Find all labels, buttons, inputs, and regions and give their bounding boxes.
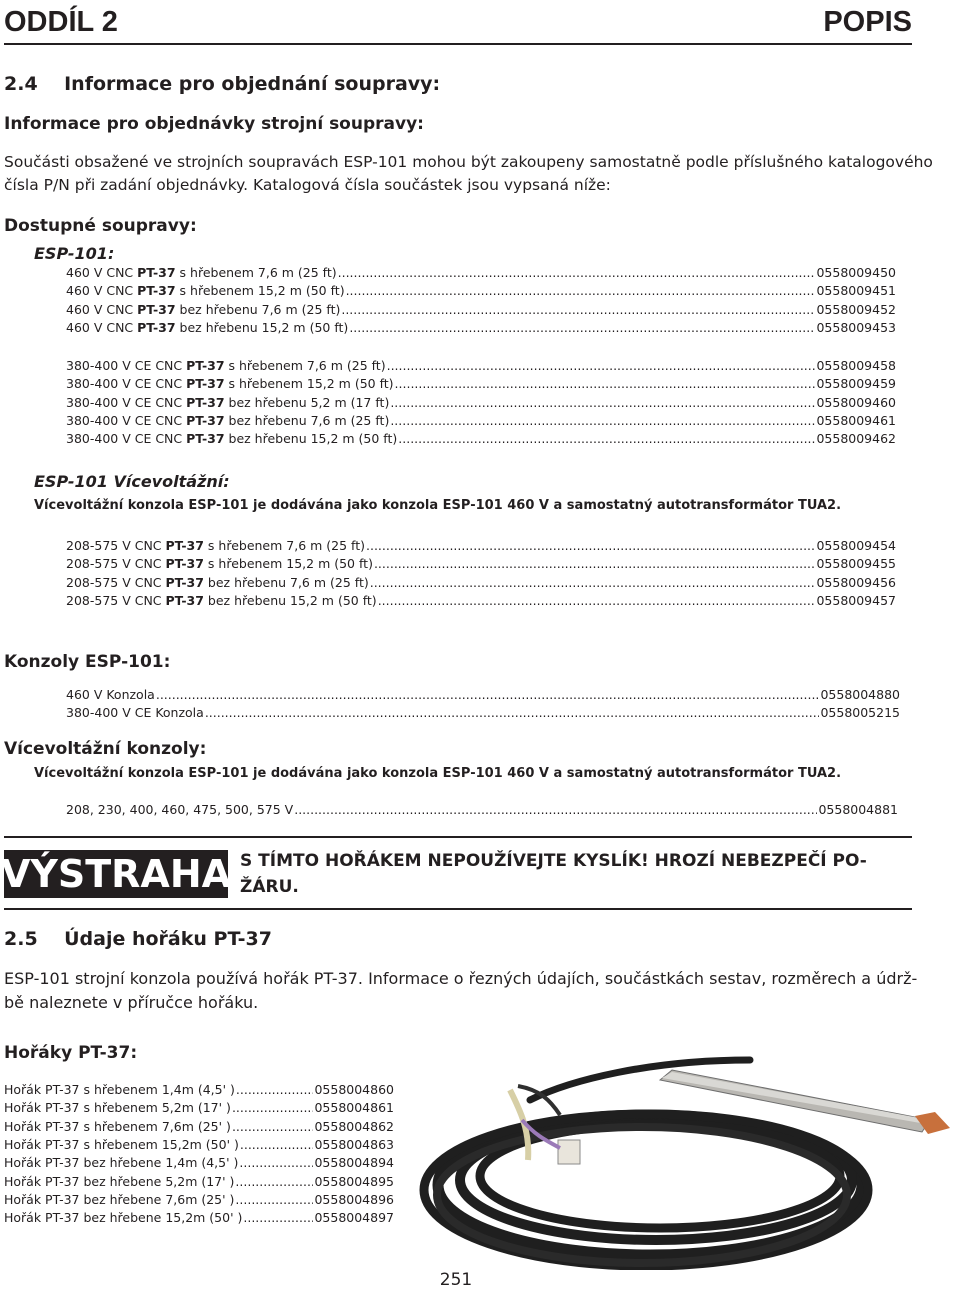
- part-row: [66, 431, 896, 449]
- part-number: 0558009455: [816, 556, 896, 572]
- section-2-5-heading: 2.5 Údaje hořáku PT-37: [4, 928, 272, 950]
- torch-model: PT-37: [137, 301, 176, 317]
- part-row: [66, 302, 896, 320]
- torch-model: PT-37: [137, 265, 176, 280]
- part-row: [4, 1100, 394, 1118]
- voltage-prefix: 208-575 V CNC: [66, 592, 166, 608]
- kit-variant: bez hřebenu 7,6 m (25 ft): [175, 301, 341, 317]
- part-row: [66, 320, 896, 338]
- part-row: [66, 538, 896, 556]
- torch-model: PT-37: [165, 556, 204, 572]
- leader-dots: [240, 1137, 314, 1152]
- part-number: 0558009451: [816, 283, 896, 299]
- part-number: 0558009454: [816, 538, 896, 553]
- voltage-prefix: 380-400 V CE CNC: [66, 358, 187, 373]
- part-number: 0558009461: [816, 412, 896, 428]
- kit-variant: s hřebenem 7,6 m (25 ft): [203, 538, 365, 553]
- voltage-prefix: 208-575 V CNC: [66, 574, 166, 590]
- leader-dots: [232, 1119, 314, 1134]
- part-number: 0558009457: [816, 592, 896, 608]
- torches-heading: Hořáky PT-37:: [4, 1043, 138, 1063]
- item-description: [66, 358, 386, 373]
- leader-dots: [390, 395, 815, 410]
- part-number: 0558009459: [816, 376, 896, 392]
- leader-dots: [398, 431, 815, 446]
- item-description: [66, 283, 345, 298]
- part-number: 0558009460: [816, 394, 896, 410]
- part-number: 0558004863: [314, 1136, 394, 1152]
- item-description: Hořák PT-37 s hřebenem 15,2m (50' ): [4, 1136, 239, 1152]
- leader-dots: [236, 1082, 314, 1097]
- voltage-prefix: 380-400 V CE CNC: [66, 431, 187, 447]
- leader-dots: [239, 1155, 313, 1170]
- part-number: 0558004895: [314, 1173, 394, 1189]
- item-description: [66, 320, 348, 335]
- voltage-prefix: 460 V CNC: [66, 265, 138, 280]
- item-description: Hořák PT-37 s hřebenem 7,6m (25' ): [4, 1118, 231, 1134]
- voltage-prefix: 380-400 V CE CNC: [66, 412, 187, 428]
- item-description: [66, 302, 340, 317]
- available-kits-heading: Dostupné soupravy:: [4, 216, 197, 236]
- item-description: [66, 593, 377, 608]
- item-description: [66, 265, 337, 280]
- leader-dots: [395, 376, 816, 391]
- section-2-4-heading: 2.4 Informace pro objednání soupravy:: [4, 73, 441, 95]
- kit-variant: s hřebenem 15,2 m (50 ft): [203, 556, 373, 572]
- voltage-prefix: 380-400 V CE CNC: [66, 394, 187, 410]
- part-number: 0558009456: [816, 574, 896, 590]
- warning-text-line1: S TÍMTO HOŘÁKEM NEPOUŽÍVEJTE KYSLÍK! HROZÍ NEBEZPEČÍ PO-: [240, 851, 867, 871]
- item-description: Hořák PT-37 bez hřebene 7,6m (25' ): [4, 1191, 235, 1207]
- torch-paragraph-line1: ESP-101 strojní konzola používá hořák PT-37. Informace o řezných údajích, součástkách sestav, rozměrech a údrž-: [4, 969, 918, 988]
- coiled-hose-icon: [424, 1060, 868, 1266]
- part-number: 0558009462: [816, 431, 896, 447]
- torch-model: PT-37: [186, 358, 225, 373]
- torch-model: PT-37: [186, 376, 225, 392]
- multivoltage-console-row: [66, 802, 898, 820]
- leader-dots: [243, 1210, 313, 1225]
- voltage-prefix: 380-400 V CE CNC: [66, 376, 187, 392]
- leader-dots: [205, 705, 820, 720]
- part-row: [66, 593, 896, 611]
- part-number: 0558004860: [314, 1082, 394, 1097]
- kit-variant: s hřebenem 15,2 m (50 ft): [224, 376, 394, 392]
- part-number: 0558005215: [820, 705, 900, 721]
- torch-model: PT-37: [165, 538, 204, 553]
- item-description: Hořák PT-37 bez hřebene 5,2m (17' ): [4, 1173, 235, 1189]
- part-row: [66, 687, 900, 705]
- item-description: 460 V Konzola: [66, 687, 155, 702]
- kit-variant: bez hřebenu 15,2 m (50 ft): [224, 431, 398, 447]
- item-description: 208, 230, 400, 460, 475, 500, 575 V: [66, 802, 294, 817]
- kit-variant: s hřebenem 7,6 m (25 ft): [224, 358, 386, 373]
- order-info-subheading: Informace pro objednávky strojní soupravy:: [4, 114, 424, 134]
- section-title: POPIS: [823, 6, 912, 38]
- kit-variant: s hřebenem 15,2 m (50 ft): [175, 283, 345, 299]
- part-row: [4, 1082, 394, 1100]
- multivoltage-consoles-note: Vícevoltážní konzola ESP-101 je dodávána jako konzola ESP-101 460 V a samostatný autotransformátor TUA2.: [34, 766, 842, 781]
- leader-dots: [294, 802, 817, 817]
- part-number: 0558004894: [314, 1155, 394, 1171]
- part-row: [4, 1155, 394, 1173]
- kit-variant: bez hřebenu 7,6 m (25 ft): [224, 412, 390, 428]
- multivoltage-label: ESP-101 Vícevoltážní:: [34, 472, 230, 491]
- item-description: [66, 413, 389, 428]
- torch-model: PT-37: [186, 431, 225, 447]
- multivoltage-consoles-heading: Vícevoltážní konzoly:: [4, 739, 207, 759]
- torch-photo: [410, 1020, 960, 1270]
- kit-variant: bez hřebenu 15,2 m (50 ft): [203, 592, 377, 608]
- part-row: [66, 265, 896, 283]
- multivoltage-note: Vícevoltážní konzola ESP-101 je dodávána jako konzola ESP-101 460 V a samostatný autotransformátor TUA2.: [34, 498, 842, 513]
- part-number: 0558004897: [314, 1210, 394, 1226]
- leader-dots: [387, 358, 816, 373]
- voltage-prefix: 208-575 V CNC: [66, 538, 166, 553]
- part-row: [4, 1210, 394, 1228]
- part-row: [4, 1119, 394, 1137]
- item-description: Hořák PT-37 s hřebenem 1,4m (4,5' ): [4, 1082, 235, 1097]
- part-row: [66, 358, 896, 376]
- section-label: ODDÍL 2: [4, 6, 118, 38]
- kit-variant: bez hřebenu 7,6 m (25 ft): [203, 574, 369, 590]
- item-description: [66, 395, 389, 410]
- voltage-prefix: 208-575 V CNC: [66, 556, 166, 572]
- voltage-prefix: 460 V CNC: [66, 301, 138, 317]
- part-row: [66, 376, 896, 394]
- item-description: [66, 376, 394, 391]
- kit-variant: bez hřebenu 15,2 m (50 ft): [175, 319, 349, 335]
- item-description: [66, 575, 369, 590]
- part-row: [66, 395, 896, 413]
- part-row: [4, 1137, 394, 1155]
- leader-dots: [232, 1100, 314, 1115]
- torch-model: PT-37: [137, 319, 176, 335]
- torch-model: PT-37: [165, 574, 204, 590]
- torch-model: PT-37: [137, 283, 176, 299]
- voltage-prefix: 460 V CNC: [66, 319, 138, 335]
- voltage-prefix: 460 V CNC: [66, 283, 138, 299]
- item-description: [66, 538, 365, 553]
- header-rule: [4, 43, 912, 45]
- leader-dots: [235, 1174, 313, 1189]
- part-row: [66, 575, 896, 593]
- item-description: Hořák PT-37 s hřebenem 5,2m (17' ): [4, 1100, 231, 1116]
- leader-dots: [346, 283, 816, 298]
- torch-model: PT-37: [165, 592, 204, 608]
- part-number: 0558009453: [816, 319, 896, 335]
- leader-dots: [338, 265, 816, 280]
- kit-variant: s hřebenem 7,6 m (25 ft): [175, 265, 337, 280]
- torch-paragraph-line2: bě naleznete v příručce hořáku.: [4, 993, 259, 1012]
- part-row: [4, 1192, 394, 1210]
- item-description: Hořák PT-37 bez hřebene 1,4m (4,5' ): [4, 1155, 239, 1171]
- part-number: 0558004896: [314, 1191, 394, 1207]
- part-number: 0558004880: [820, 687, 900, 702]
- leader-dots: [235, 1192, 313, 1207]
- page-number: 251: [439, 1270, 473, 1290]
- leader-dots: [366, 538, 815, 553]
- part-number: 0558004861: [314, 1100, 394, 1116]
- leader-dots: [378, 593, 816, 608]
- leader-dots: [390, 413, 815, 428]
- part-number: 0558004862: [314, 1118, 394, 1134]
- esp101-label: ESP-101:: [34, 244, 115, 263]
- item-description: 380-400 V CE Konzola: [66, 705, 204, 721]
- leader-dots: [370, 575, 816, 590]
- part-row: [66, 413, 896, 431]
- torch-model: PT-37: [186, 412, 225, 428]
- part-number: 0558009452: [816, 301, 896, 317]
- torch-model: PT-37: [186, 394, 225, 410]
- item-description: [66, 431, 397, 446]
- part-row: [66, 283, 896, 301]
- leader-dots: [349, 320, 815, 335]
- warning-top-rule: [4, 836, 912, 838]
- leader-dots: [156, 687, 820, 702]
- intro-paragraph-line1: Součásti obsažené ve strojních soupravách ESP-101 mohou být zakoupeny samostatně podle příslušného katalogového: [4, 153, 933, 171]
- part-number: 0558009458: [816, 358, 896, 373]
- item-description: Hořák PT-37 bez hřebene 15,2m (50' ): [4, 1210, 243, 1226]
- kit-variant: bez hřebenu 5,2 m (17 ft): [224, 394, 390, 410]
- part-row: [66, 705, 900, 723]
- warning-text-line2: ŽÁRU.: [240, 877, 299, 897]
- part-row: [4, 1174, 394, 1192]
- consoles-heading: Konzoly ESP-101:: [4, 652, 171, 672]
- intro-paragraph-line2: čísla P/N při zadání objednávky. Katalogová čísla součástek jsou vypsaná níže:: [4, 176, 611, 194]
- leader-dots: [374, 556, 816, 571]
- part-row: [66, 556, 896, 574]
- warning-bottom-rule: [4, 908, 912, 910]
- part-number: 0558004881: [818, 802, 898, 817]
- part-number: 0558009450: [816, 265, 896, 280]
- leader-dots: [341, 302, 815, 317]
- warning-badge: VÝSTRAHA: [0, 852, 232, 896]
- item-description: [66, 556, 373, 571]
